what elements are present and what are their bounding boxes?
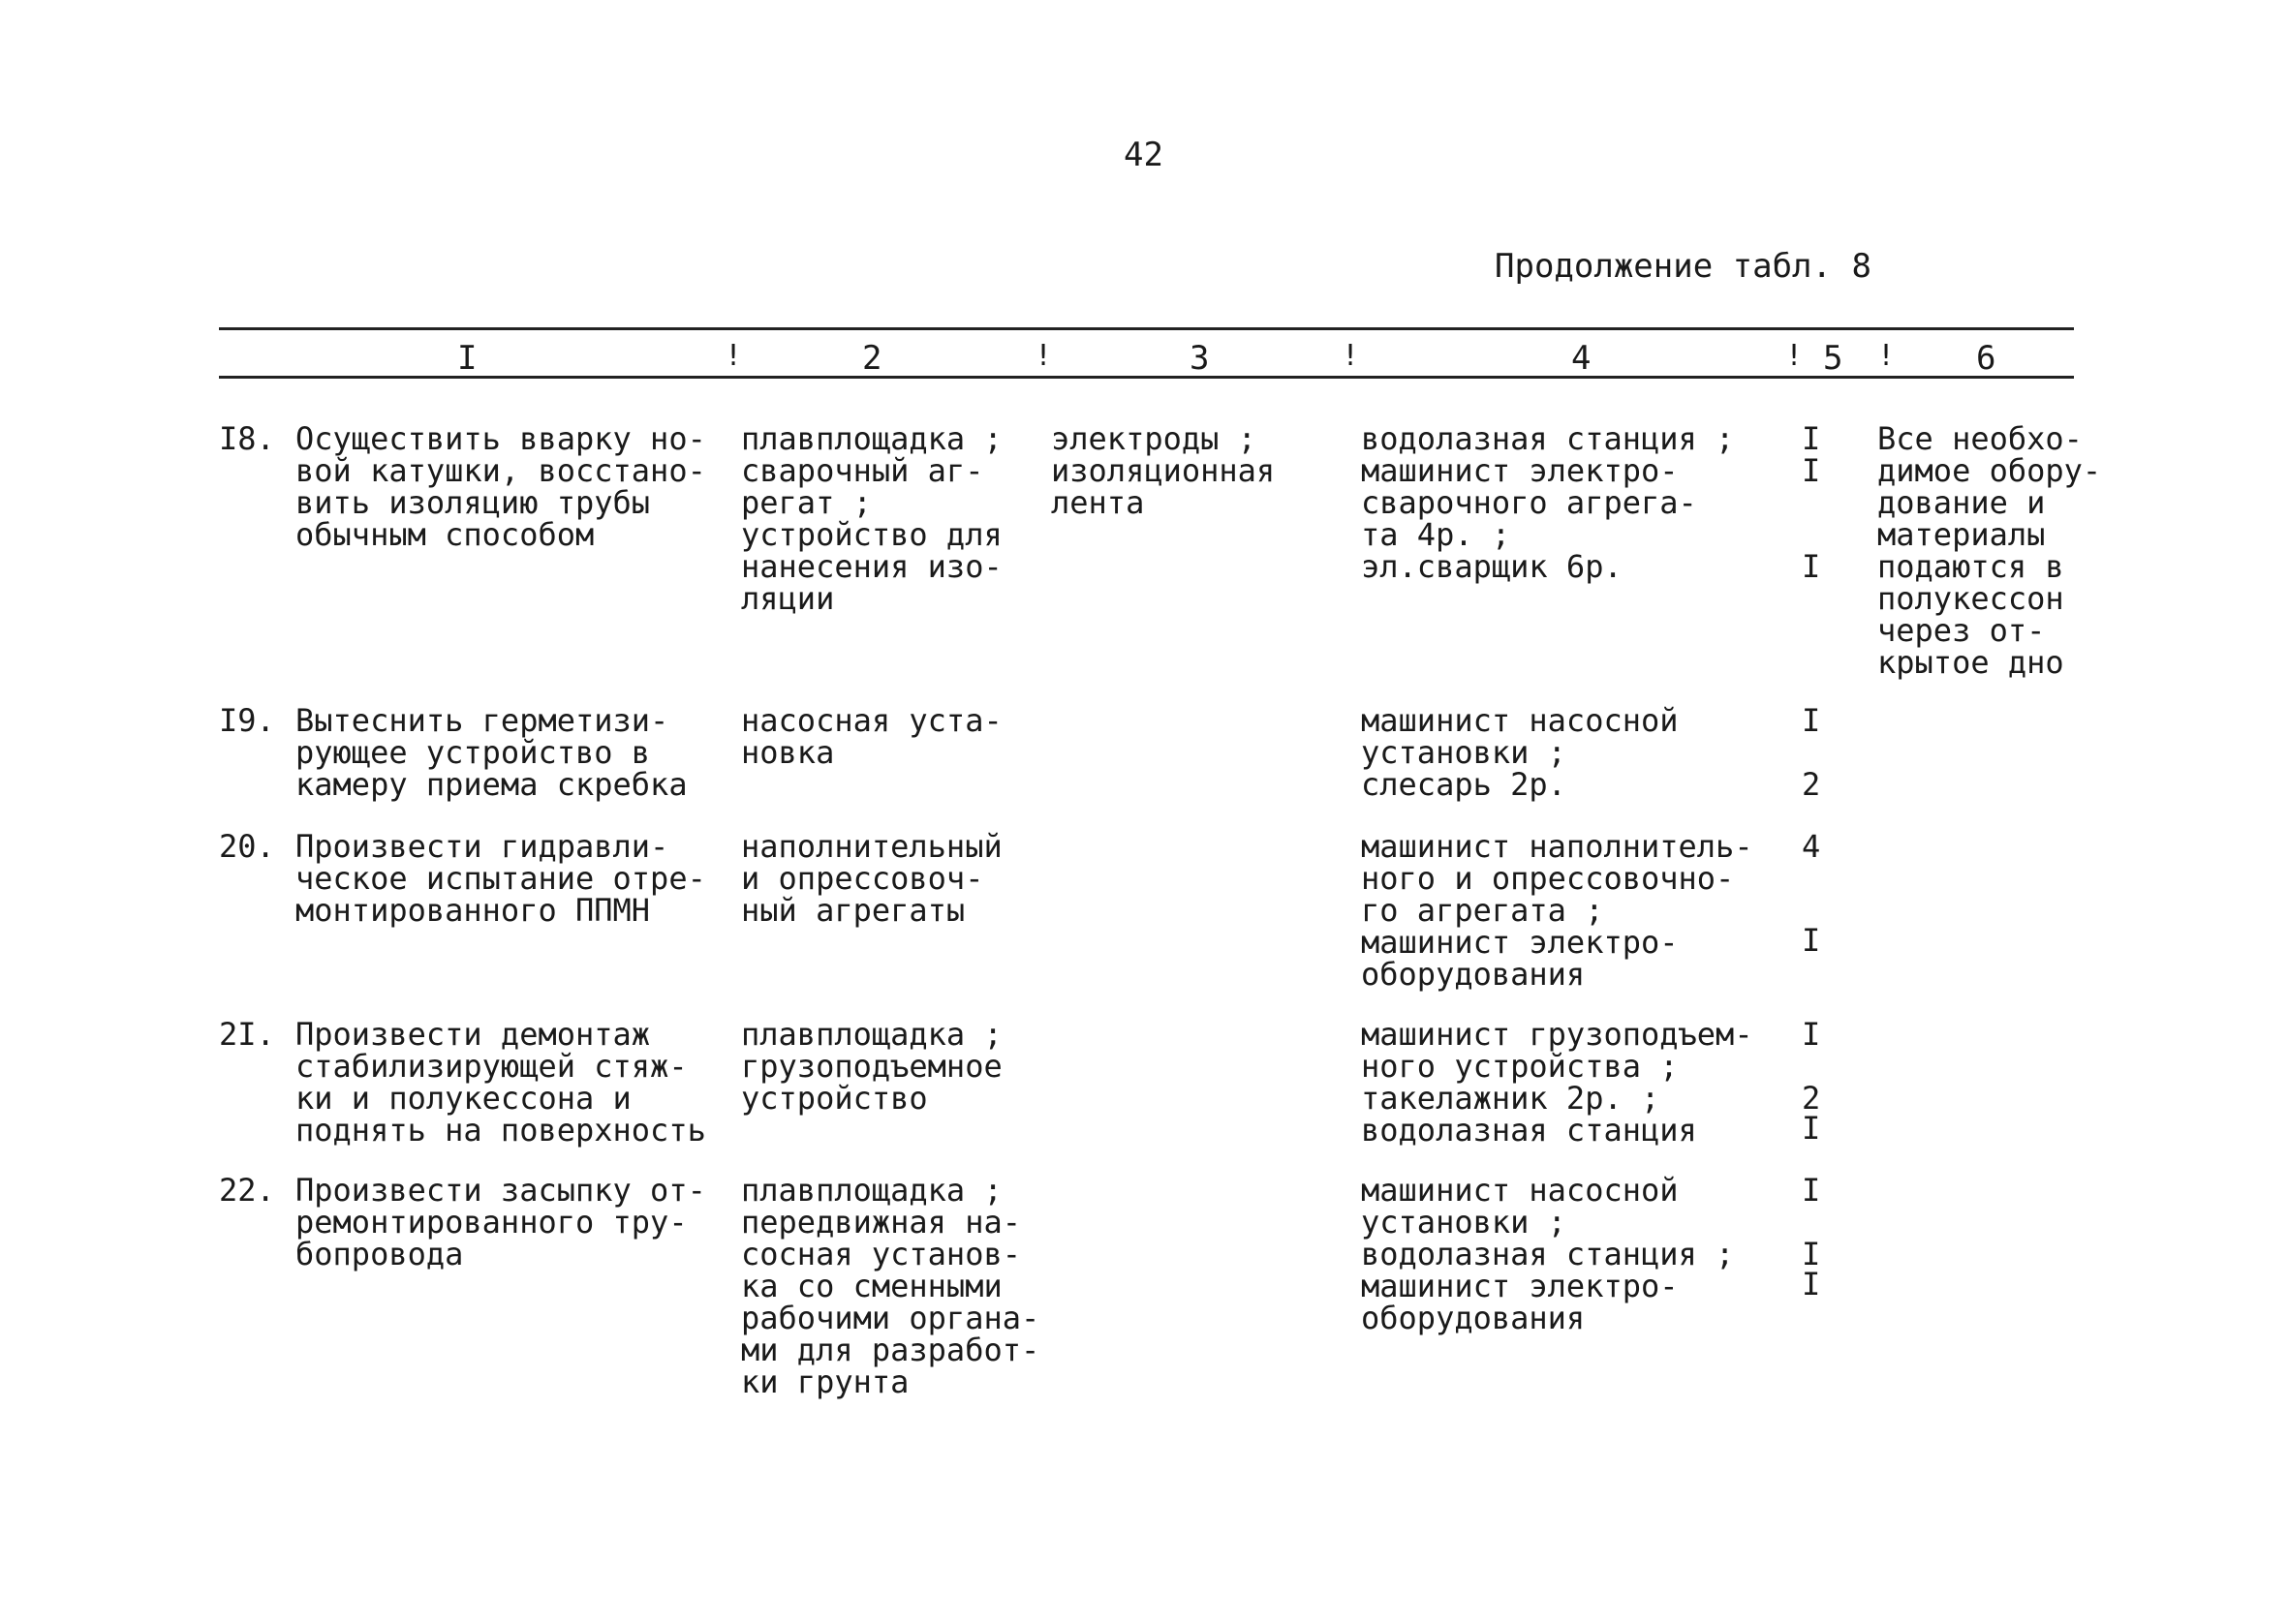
equipment-text: насосная уста- новка (741, 702, 1003, 771)
personnel-text: водолазная станция ; машинист электро- сварочного агрега- та 4р. ; эл.сварщик 6р. (1361, 420, 1735, 585)
quantity-value: 4 (1802, 828, 1821, 865)
quantity-value: I (1802, 1266, 1821, 1302)
operation-text: Осуществить вварку но- вой катушки, восстано- вить изоляцию трубы обычным способом (295, 420, 706, 553)
quantity-value: I (1802, 922, 1821, 959)
operation-text: Произвести гидравли- ческое испытание отре- монтированного ППМН (295, 828, 706, 929)
quantity-value: I (1802, 1016, 1821, 1053)
materials-text: электроды ; изоляционная лента (1051, 420, 1276, 521)
table-continuation-caption: Продолжение табл. 8 (1495, 247, 1871, 286)
operation-text: Произвести засыпку от- ремонтированного тру- бопровода (295, 1172, 706, 1272)
row-number: I9. (219, 702, 275, 739)
header-separator: ! (725, 339, 743, 373)
equipment-text: плавплощадка ; передвижная на- сосная установ- ка со сменными рабочими органа- ми для разработ- ки грунта (741, 1172, 1040, 1400)
row-number: 20. (219, 828, 275, 865)
row-number: 22. (219, 1172, 275, 1209)
quantity-value: 2 (1802, 766, 1821, 803)
header-col-1: I (457, 339, 478, 378)
header-separator: ! (1785, 339, 1804, 373)
table-top-rule (219, 327, 2074, 330)
operation-text: Произвести демонтаж стабилизирующей стяж- ки и полукессона и поднять на поверхность (295, 1016, 706, 1149)
personnel-text: машинист насосной установки ; слесарь 2р. (1361, 702, 1679, 803)
header-col-6: 6 (1976, 339, 1996, 378)
header-separator: ! (1877, 339, 1896, 373)
header-separator: ! (1342, 339, 1360, 373)
equipment-text: плавплощадка ; грузоподъемное устройство (741, 1016, 1003, 1117)
note-text: Все необхо- димое обору- дование и материалы подаются в полукессон через от- крытое дно (1877, 420, 2102, 681)
operation-text: Вытеснить герметизи- рующее устройство в камеру приема скребка (295, 702, 688, 803)
quantity-value: I (1802, 1110, 1821, 1147)
personnel-text: машинист грузоподъем- ного устройства ; такелажник 2р. ; водолазная станция (1361, 1016, 1753, 1149)
header-col-3: 3 (1190, 339, 1210, 378)
row-number: I8. (219, 420, 275, 457)
quantity-value: 2 (1802, 1080, 1821, 1117)
page-number: 42 (1124, 136, 1163, 174)
quantity-value: I (1802, 702, 1821, 739)
quantity-value: I (1802, 452, 1821, 489)
row-number: 2I. (219, 1016, 275, 1053)
equipment-text: плавплощадка ; сварочный аг- регат ; устройство для нанесения изо- ляции (741, 420, 1003, 617)
header-separator: ! (1035, 339, 1053, 373)
personnel-text: машинист насосной установки ; водолазная станция ; машинист электро- оборудования (1361, 1172, 1735, 1336)
equipment-text: наполнительный и опрессовоч- ный агрегаты (741, 828, 1003, 929)
personnel-text: машинист наполнитель- ного и опрессовочно- го агрегата ; машинист электро- оборудования (1361, 828, 1753, 993)
quantity-value: I (1802, 1236, 1821, 1272)
header-col-4: 4 (1571, 339, 1592, 378)
table-header-rule (219, 376, 2074, 379)
quantity-value: I (1802, 548, 1821, 585)
quantity-value: I (1802, 420, 1821, 457)
quantity-value: I (1802, 1172, 1821, 1209)
header-col-5: 5 (1823, 339, 1843, 378)
header-col-2: 2 (862, 339, 882, 378)
